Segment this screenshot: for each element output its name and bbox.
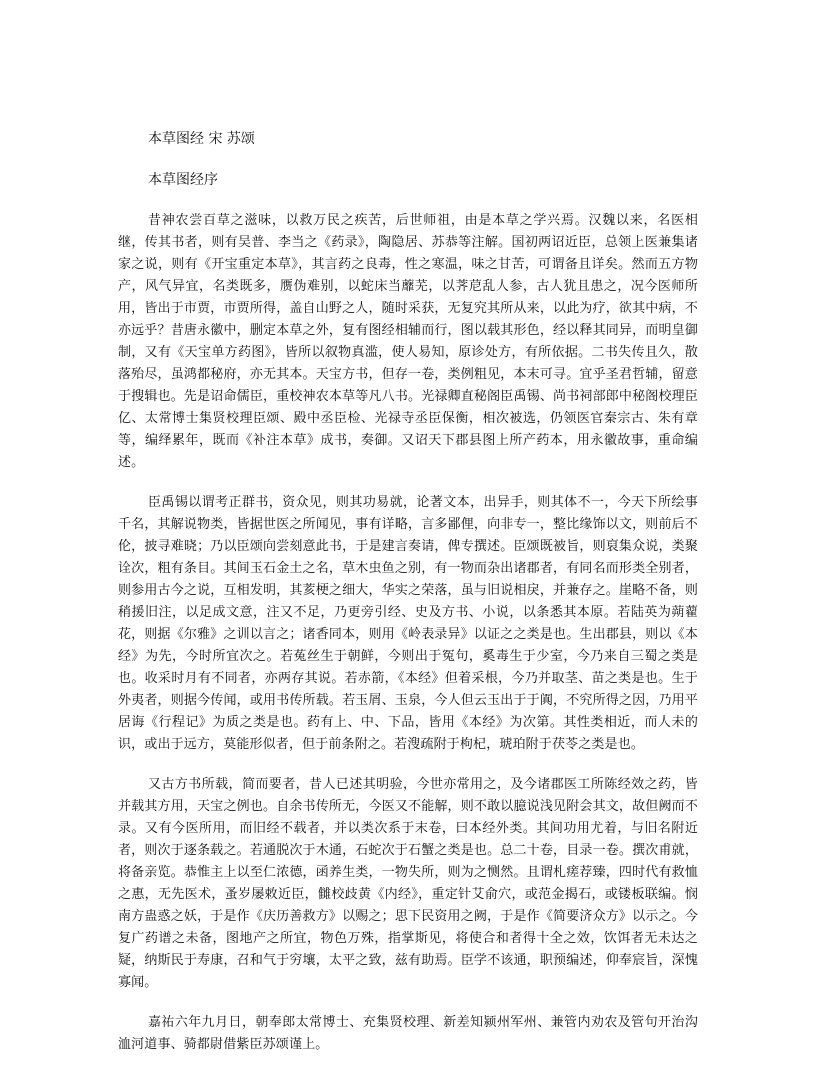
preface-title: 本草图经序 — [148, 172, 218, 188]
body-paragraph: 又古方书所载，简而要者，昔人已述其明验，今世亦常用之，及今诸郡医工所陈经效之药，皆并载其方用，天宝之例也。自余书传所无，今医又不能解，则不敢以臆说浅见附会其文，故但阙而不录。又有今医所用，而旧经不载者，并以类次系于末卷，曰本经外类。其间功用尤着，与旧名附近者，则次于逐条载之。若通脱次于木通，石蛇次于石蟹之类是也。总二十卷，目录一卷。撰次甫就，将备亲览。恭惟主上以至仁浓德，函养生类，一物失所，则为之恻然。且谓札瘥荐臻，四时代有救恤之惠，无先医术，蚤岁屡敕近臣，雠校歧黄《内经》，重定针艾俞穴，或范金揭石，或镂板联编。悯南方蛊惑之妖，于是作《庆历善救方》以赐之；思下民资用之阙，于是作《简要济众方》以示之。今复广药谱之未备，图地产之所宜，物色万殊，指掌斯见，将使合和者得十全之效，饮饵者无未达之疑，纳斯民于寿康，召和气于穷壤，太平之致，兹有助焉。臣学不该通，职预编述，仰奉宸旨，深愧寡闻。 — [118, 777, 698, 990]
signature-paragraph: 嘉祐六年九月日，朝奉郎太常博士、充集贤校理、新差知颍州军州、兼管内劝农及管句开治沟洫河道事、骑都尉借紫臣苏颂谨上。 — [118, 1015, 698, 1052]
body-paragraph: 臣禹锡以谓考正群书，资众见，则其功易就，论著文本，出异手，则其体不一，今天下所绘事千名，其解说物类，皆据世医之所闻见，事有详略，言多鄙俚，向非专一，整比缘饰以文，则前后不伦，披寻难晓；乃以臣颂向尝刻意此书，于是建言奏请，俾专撰述。臣颂既被旨，则裒集众说，类聚诠次，粗有条目。其间玉石金土之名，草木虫鱼之别，有一物而杂出诸郡者，有同名而形类全别者，则参用古今之说，互相发明，其荄梗之细大，华实之荣落，虽与旧说相戾，并兼存之。崖略不备，则稍援旧注，以足成文意，注又不足，乃更旁引经、史及方书、小说，以条悉其本原。若陆英为蒴藋花，则据《尔雅》之训以言之；诸香同本，则用《岭表录异》以证之之类是也。生出郡县，则以《本经》为先，今时所宜次之。若菟丝生于朝鲜，今则出于冤句，奚毒生于少室，今乃来自三蜀之类是也。收采时月有不同者，亦两存其说。若赤箭，《本经》但着采根，今乃并取茎、苗之类是也。生于外夷者，则据今传闻，或用书传所载。若玉屑、玉泉，今人但云玉出于于阗，不究所得之因，乃用平居诲《行程记》为质之类是也。药有上、中、下品，皆用《本经》为次第。其性类相近，而人未的识，或出于远方，莫能形似者，但于前条附之。若溲疏附于枸杞，琥珀附于茯苓之类是也。 — [118, 495, 698, 752]
document-title: 本草图经 宋 苏颂 — [148, 131, 255, 147]
body-paragraph: 昔神农尝百草之滋味，以救万民之疾苦，后世师祖，由是本草之学兴焉。汉魏以来，名医相继，传其书者，则有吴普、李当之《药录》，陶隐居、苏恭等注解。国初两诏近臣，总领上医兼集诸家之说，则有《开宝重定本草》，其言药之良毒，性之寒温，味之甘苦，可谓备且详矣。然而五方物产，风气异宜，名类既多，赝伪难别，以蛇床当蘼芜，以荠苨乱人参，古人犹且患之，况今医师所用，皆出于市贾，市贾所得，盖自山野之人，随时采获，无复究其所从来，以此为疗，欲其中病，不亦远乎？昔唐永徽中，删定本草之外，复有图经相辅而行，图以载其形色，经以释其同异，而明皇御制，又有《天宝单方药图》，皆所以叙物真滥，使人易知，原诊处方，有所依据。二书失传且久，散落殆尽，虽鸿都秘府，亦无其本。天宝方书，但存一卷，类例粗见，本末可寻。宜乎圣君哲辅，留意于搜辑也。先是诏命儒臣，重校神农本草等凡八书。光禄卿直秘阁臣禹锡、尚书祠部郎中秘阁校理臣亿、太常博士集贤校理臣颂、殿中丞臣检、光禄寺丞臣保衡，相次被选，仍领医官秦宗古、朱有章等，编绎累年，既而《补注本草》成书，奏御。又诏天下郡县图上所产药本，用永徽故事，重命编述。 — [118, 213, 698, 470]
document-page — [118, 128, 698, 1074]
